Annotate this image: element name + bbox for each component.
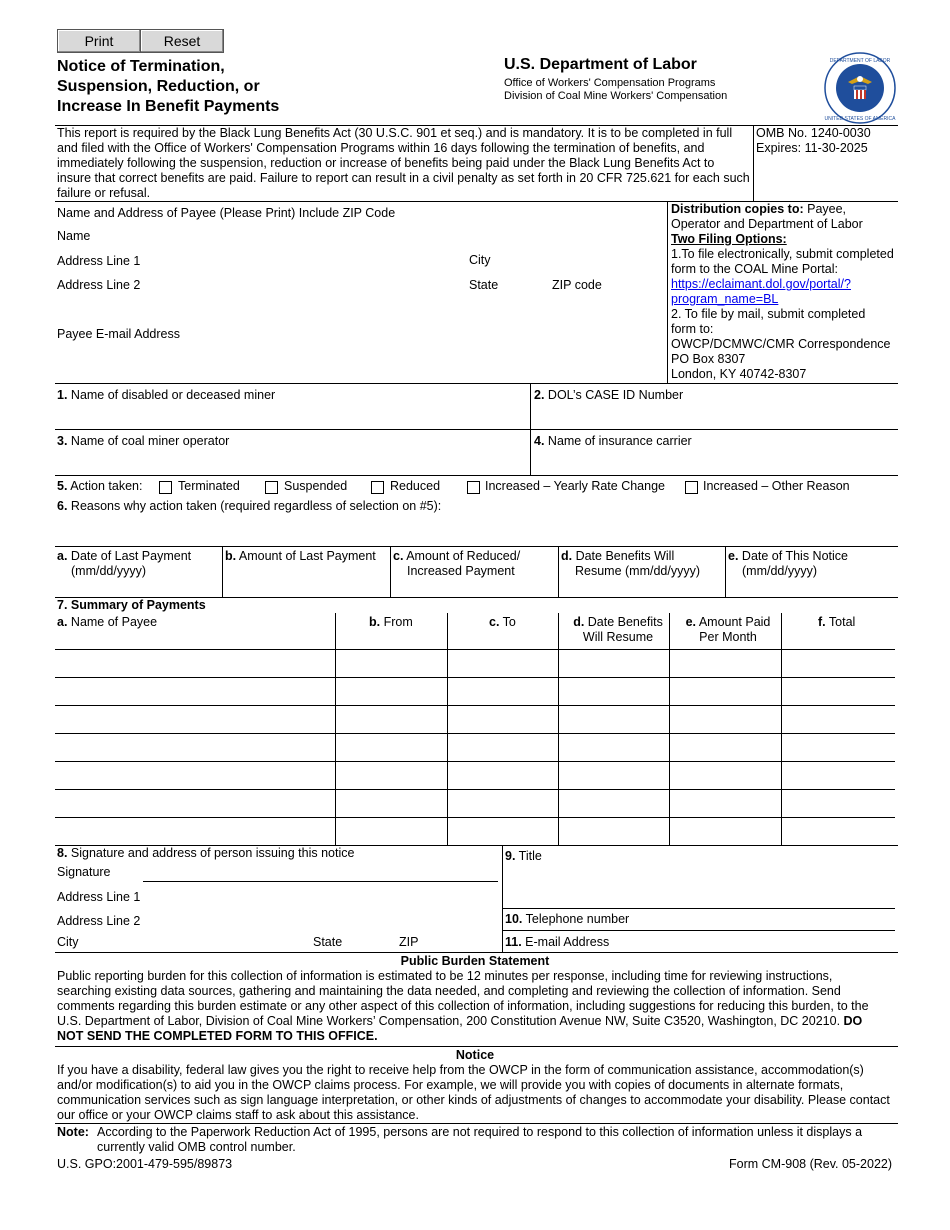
item3-label: 3. Name of coal miner operator: [57, 434, 230, 448]
increased-other-label: Increased – Other Reason: [703, 479, 850, 493]
summary-col-total: f. Total: [818, 615, 856, 629]
increased-yearly-checkbox[interactable]: [467, 481, 480, 494]
increased-yearly-label: Increased – Yearly Rate Change: [485, 479, 665, 493]
suspended-label: Suspended: [284, 479, 348, 493]
burden-title: Public Burden Statement: [400, 954, 550, 968]
item8-label: 8. Signature and address of person issuing this notice: [57, 846, 355, 860]
reduced-checkbox[interactable]: [371, 481, 384, 494]
amount-last-payment-label: b. Amount of Last Payment: [225, 549, 376, 563]
payment-row-5[interactable]: [56, 762, 335, 789]
payee-state-label: State: [469, 278, 499, 292]
suspended-checkbox[interactable]: [265, 481, 278, 494]
summary-col-from: b. From: [369, 615, 413, 629]
item6-label: 6. Reasons why action taken (required regardless of selection on #5):: [57, 499, 442, 513]
omb-number: OMB No. 1240-0030 Expires: 11-30-2025: [756, 126, 871, 155]
item9-label: 9. Title: [505, 849, 542, 863]
payment-row-6[interactable]: [56, 790, 335, 817]
signer-address2-label: Address Line 2: [57, 914, 141, 928]
payment-row-3[interactable]: [56, 706, 335, 733]
signer-city-label: City: [57, 935, 79, 949]
date-notice-label: e. Date of This Notice (mm/dd/yyyy): [728, 549, 848, 578]
portal-link[interactable]: https://eclaimant.dol.gov/portal/?: [671, 277, 851, 291]
amount-reduced-label: c. Amount of Reduced/ Increased Payment: [393, 549, 521, 578]
item2-label: 2. DOL’s CASE ID Number: [534, 388, 684, 402]
terminated-checkbox[interactable]: [159, 481, 172, 494]
svg-text:UNITED STATES OF AMERICA: UNITED STATES OF AMERICA: [824, 116, 896, 122]
summary-col-amount: e. Amount Paid Per Month: [685, 615, 771, 644]
payee-name-label: Name: [57, 229, 91, 243]
payment-row-7[interactable]: [56, 818, 335, 845]
agency-name: U.S. Department of Labor: [504, 56, 697, 73]
note-text: According to the Paperwork Reduction Act of 1995, persons are not required to respond to this collection of information unless it displays a currently valid OMB control number.: [97, 1125, 863, 1154]
payee-city-label: City: [469, 253, 491, 267]
notice-title: Notice: [455, 1048, 495, 1062]
gpo-number: U.S. GPO:2001-479-595/89873: [57, 1157, 233, 1171]
item5-label: 5. Action taken:: [57, 479, 143, 493]
summary-col-resume: d. Date Benefits Will Resume: [573, 615, 663, 644]
summary-col-to: c. To: [489, 615, 516, 629]
note-label: Note:: [57, 1125, 89, 1139]
payee-heading: Name and Address of Payee (Please Print) Include ZIP Code: [57, 206, 396, 220]
burden-text: Public reporting burden for this collection of information is estimated to be 12 minutes per response, including time for reviewing instructions, searching existing data sources, gathering and maintaining the data needed, and completing and reviewing the collection of information. Send comments regarding this burden estimate or any other aspect of this collection of information, including suggestions for reducing this burden, to the U.S. Department of Labor, Division of Coal Mine Workers’ Compensation, 200 Constitution Avenue NW, Suite C3520, Washington, DC 20210. DO NOT SEND THE COMPLETED FORM TO THIS OFFICE.: [57, 969, 869, 1043]
reset-button[interactable]: Reset: [140, 29, 224, 53]
terminated-label: Terminated: [178, 479, 240, 493]
signer-state-label: State: [313, 935, 343, 949]
signer-zip-label: ZIP: [399, 935, 419, 949]
portal-link-cont[interactable]: program_name=BL: [671, 292, 779, 306]
dol-seal-icon: [824, 52, 896, 124]
payment-row-4[interactable]: [56, 734, 335, 761]
summary-col-payee: a. Name of Payee: [57, 615, 158, 629]
payee-address1-label: Address Line 1: [57, 254, 141, 268]
payee-address2-label: Address Line 2: [57, 278, 141, 292]
payee-zip-label: ZIP code: [552, 278, 602, 292]
increased-other-checkbox[interactable]: [685, 481, 698, 494]
item4-label: 4. Name of insurance carrier: [534, 434, 692, 448]
form-number: Form CM-908 (Rev. 05-2022): [729, 1157, 893, 1171]
notice-text: If you have a disability, federal law gives you the right to receive help from the OWCP in the form of communication assistance, accommodation(s) and/or modification(s) to aid you in the OWCP claims process. For example, we will provide you with copies of documents in alternate formats, communication services such as sign language interpretation, or other kinds of adjustments of changes to accommodate your disability. Please contact our office or your OWCP claims staff to ask about this assistance.: [57, 1063, 890, 1122]
payment-row-1[interactable]: [56, 650, 335, 677]
payment-row-2[interactable]: [56, 678, 335, 705]
summary-title: 7. Summary of Payments: [57, 598, 206, 612]
reduced-label: Reduced: [390, 479, 441, 493]
item1-label: 1. Name of disabled or deceased miner: [57, 388, 276, 402]
date-resume-label: d. Date Benefits Will Resume (mm/dd/yyyy): [561, 549, 701, 578]
svg-text:DEPARTMENT OF LABOR: DEPARTMENT OF LABOR: [829, 58, 891, 64]
intro-text: This report is required by the Black Lung Benefits Act (30 U.S.C. 901 et seq.) and is mandatory. It is to be completed in full and filed with the Office of Workers' Compensation Programs within 16 days following the termination of benefits, and immediately following the suspension, reduction or increase of benefits being paid under the Black Lung Benefits Act to insure that correct benefits are paid. Failure to report can result in a civil penalty as set forth in 20 CFR 725.621 for each such failure or refusal.: [57, 126, 750, 200]
signature-label: Signature: [57, 865, 111, 879]
date-last-payment-label: a. Date of Last Payment (mm/dd/yyyy): [57, 549, 192, 578]
office-name: Office of Workers' Compensation Programs: [504, 77, 716, 89]
item11-label: 11. E-mail Address: [505, 935, 610, 949]
item10-label: 10. Telephone number: [505, 912, 630, 926]
distribution-box: Distribution copies to: Payee, Operator and Department of Labor Two Filing Options: 1.To file electronically, submit completed form to the COAL Mine Portal: https://eclaimant.dol.gov/portal/? program_name=BL 2. To file by mail, submit completed form to: OWCP/DCMWC/CMR Correspondence PO Box 8307 London, KY 40742-8307: [671, 202, 894, 381]
division-name: Division of Coal Mine Workers' Compensation: [504, 90, 728, 102]
signer-address1-label: Address Line 1: [57, 890, 141, 904]
payee-email-label: Payee E-mail Address: [57, 327, 180, 341]
print-button[interactable]: Print: [57, 29, 141, 53]
form-title: Notice of Termination, Suspension, Reduction, or Increase In Benefit Payments: [57, 58, 280, 115]
